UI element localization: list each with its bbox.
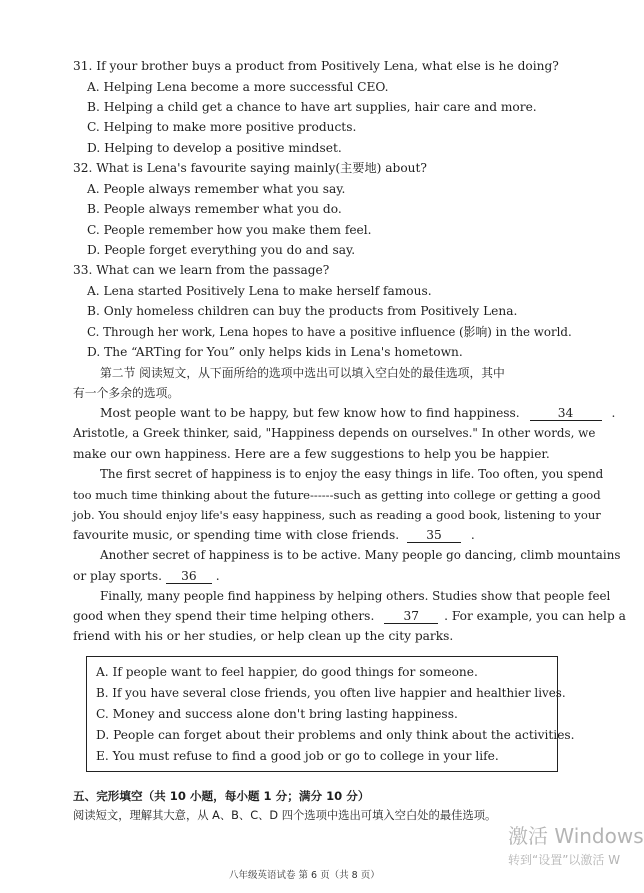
question-31-option-d: D. Helping to develop a positive mindset. [87, 141, 342, 155]
activation-watermark-subtitle: 转到“设置”以激活 W [508, 853, 621, 867]
question-32-option-b: B. People always remember what you do. [87, 202, 342, 216]
passage-p1-line-2: Aristotle, a Greek thinker, said, "Happiness depends on ourselves." In other words, we [73, 426, 596, 440]
question-31-option-b: B. Helping a child get a chance to have art supplies, hair care and more. [87, 100, 537, 114]
question-33-option-d: D. The “ARTing for You” only helps kids in Lena's hometown. [87, 345, 463, 359]
choice-a: A. If people want to feel happier, do good things for someone. [96, 665, 478, 679]
choice-d: D. People can forget about their problems and only think about the activities. [96, 728, 575, 742]
passage-p4-line-2 [73, 609, 626, 624]
passage-p1-line-1 [100, 406, 615, 421]
question-32-stem: 32. What is Lena's favourite saying mainly(主要地) about? [73, 161, 427, 175]
question-32-option-c: C. People remember how you make them feel. [87, 223, 372, 237]
passage-text: or play sports. [73, 569, 163, 583]
blank-35: 35 [407, 529, 461, 543]
section-2-intro-line-1: 第二节 阅读短文，从下面所给的选项中选出可以填入空白处的最佳选项，其中 [100, 366, 505, 380]
passage-p1-line-3: make our own happiness. Here are a few suggestions to help you be happier. [73, 447, 550, 461]
passage-p2-line-2: too much time thinking about the future------such as getting into college or getting a good [73, 488, 601, 502]
question-32-option-a: A. People always remember what you say. [87, 182, 346, 196]
passage-text: good when they spend their time helping others. [73, 609, 375, 623]
passage-text: . [470, 528, 475, 542]
question-31-stem: 31. If your brother buys a product from Positively Lena, what else is he doing? [73, 59, 559, 73]
choice-c: C. Money and success alone don't bring lasting happiness. [96, 707, 458, 721]
passage-text: Most people want to be happy, but few know how to find happiness. [100, 406, 520, 420]
passage-text: . [215, 569, 220, 583]
blank-37: 37 [384, 610, 438, 624]
blank-34: 34 [530, 407, 602, 421]
activation-watermark-title: 激活 Windows [508, 824, 644, 848]
question-33-option-c: C. Through her work, Lena hopes to have a positive influence (影响) in the world. [87, 325, 572, 339]
section-2-intro-line-2: 有一个多余的选项。 [73, 386, 180, 400]
question-31-option-a: A. Helping Lena become a more successful CEO. [87, 80, 389, 94]
question-33-stem: 33. What can we learn from the passage? [73, 263, 330, 277]
question-31-option-c: C. Helping to make more positive products. [87, 120, 357, 134]
choice-e: E. You must refuse to find a good job or go to college in your life. [96, 749, 499, 763]
page-footer: 八年级英语试卷 第 6 页（共 8 页） [229, 870, 380, 881]
passage-p2-line-4 [73, 528, 475, 543]
question-32-option-d: D. People forget everything you do and say. [87, 243, 356, 257]
section-5-heading: 五、完形填空（共 10 小题，每小题 1 分；满分 10 分） [73, 789, 370, 803]
passage-p2-line-3: job. You should enjoy life's easy happiness, such as reading a good book, listening to your [73, 508, 601, 522]
passage-text: . For example, you can help a [444, 609, 626, 623]
passage-text: favourite music, or spending time with close friends. [73, 528, 400, 542]
choice-b: B. If you have several close friends, you often live happier and healthier lives. [96, 686, 566, 700]
passage-p3-line-1: Another secret of happiness is to be active. Many people go dancing, climb mountains [100, 548, 621, 562]
passage-p4-line-3: friend with his or her studies, or help clean up the city parks. [73, 629, 454, 643]
blank-36: 36 [166, 570, 212, 584]
section-5-instruction: 阅读短文，理解其大意，从 A、B、C、D 四个选项中选出可填入空白处的最佳选项。 [73, 809, 497, 822]
passage-text: . [611, 406, 616, 420]
passage-p2-line-1: The first secret of happiness is to enjoy the easy things in life. Too often, you spend [100, 467, 604, 481]
question-33-option-a: A. Lena started Positively Lena to make herself famous. [87, 284, 432, 298]
question-33-option-b: B. Only homeless children can buy the products from Positively Lena. [87, 304, 518, 318]
passage-p3-line-2 [73, 569, 220, 584]
passage-p4-line-1: Finally, many people find happiness by helping others. Studies show that people feel [100, 589, 611, 603]
